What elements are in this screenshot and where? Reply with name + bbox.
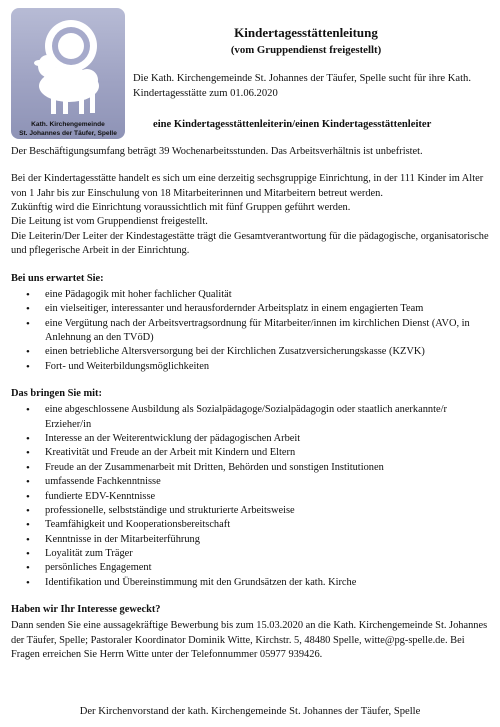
application-text: Dann senden Sie eine aussagekräftige Bewerbung bis zum 15.03.2020 an die Kath. Kirchengemeinde St. Johannes der Täufer, Spelle; Pastoraler Koordinator Dominik Witte, Kirchstr. 5, 48480 Spelle, witte@pg-spelle.de. Bei Fragen erreichen Sie Herrn Witte unter der Telefonnummer 05977 939426. [11, 620, 488, 661]
intro-text: Die Kath. Kirchengemeinde St. Johannes der Täufer, Spelle sucht für ihre Kath. Kindertagesstätte zum 01.06.2020 [133, 73, 471, 99]
list-item: • persönliches Engagement [39, 561, 491, 575]
list-item: • ein vielseitiger, interessanter und herausfordernder Arbeitsplatz in einem engagierten Team [39, 302, 491, 316]
requirements-list [11, 403, 491, 590]
parish-logo [11, 8, 125, 139]
list-item: • Fort- und Weiterbildungsmöglichkeiten [39, 360, 491, 374]
ad-body [11, 145, 491, 663]
list-item: • Teamfähigkeit und Kooperationsbereitschaft [39, 518, 491, 532]
job-subtitle: (vom Gruppendienst freigestellt) [230, 44, 382, 56]
list-item: • eine abgeschlossene Ausbildung als Sozialpädagoge/Sozialpädagogin oder staatlich anerkannte/r Erzieher/in [39, 403, 491, 432]
position-title: eine Kindertagesstättenleiterin/einen Kindertagesstättenleiter [153, 119, 432, 130]
list-item: • eine Pädagogik mit hoher fachlicher Qualität [39, 288, 491, 302]
employment-info: Der Beschäftigungsumfang beträgt 39 Wochenarbeitsstunden. Das Arbeitsverhältnis ist unbefristet. [11, 146, 423, 157]
list-item: • fundierte EDV-Kenntnisse [39, 490, 491, 504]
description-line: Zukünftig wird die Einrichtung voraussichtlich mit fünf Gruppen geführt werden. [11, 202, 351, 214]
job-title: Kindertagesstättenleitung [234, 25, 378, 40]
offer-list [11, 288, 491, 374]
description-line: Bei der Kindertagesstätte handelt es sich um eine derzeitig sechsgruppige Einrichtung, in der 111 Kinder im Alter von 1 Jahr bis zur Einschulung von 18 Mitarbeiterinnen und Mitarbeitern betreut werden. [11, 173, 484, 199]
facility-description [11, 172, 491, 258]
signature-line: Der Kirchenvorstand der kath. Kirchengemeinde St. Johannes der Täufer, Spelle [79, 706, 421, 717]
list-item: • Kenntnisse in der Mitarbeiterführung [39, 533, 491, 547]
description-line: Die Leitung ist vom Gruppendienst freigestellt. [11, 216, 208, 228]
logo-line-1: Kath. Kirchengemeinde [31, 121, 105, 128]
list-item: • Kreativität und Freude an der Arbeit mit Kindern und Eltern [39, 446, 491, 460]
offer-heading: Bei uns erwartet Sie: [11, 272, 104, 284]
requirements-heading: Das bringen Sie mit: [11, 388, 102, 400]
logo-line-2: St. Johannes der Täufer, Spelle [19, 130, 117, 137]
application-heading: Haben wir Ihr Interesse geweckt? [11, 604, 161, 616]
lamb-halo-icon [11, 8, 125, 120]
list-item: • professionelle, selbstständige und strukturierte Arbeitsweise [39, 504, 491, 518]
list-item: • Identifikation und Übereinstimmung mit den Grundsätzen der kath. Kirche [39, 576, 491, 590]
list-item: • einen betriebliche Altersversorgung bei der Kirchlichen Zusatzversicherungskasse (KZVK) [39, 345, 491, 359]
list-item: • umfassende Fachkenntnisse [39, 475, 491, 489]
list-item: • Freude an der Zusammenarbeit mit Dritten, Behörden und sonstigen Institutionen [39, 461, 491, 475]
list-item: • eine Vergütung nach der Arbeitsvertragsordnung für Mitarbeiter/innen im kirchlichen Dienst (AVO, in Anlehnung an den TVöD) [39, 317, 491, 346]
description-line: Die Leiterin/Der Leiter der Kindestagestätte trägt die Gesamtverantwortung für die pädagogische, organisatorische und pflegerische Arbeit in der Einrichtung. [11, 230, 489, 257]
list-item: • Interesse an der Weiterentwicklung der pädagogischen Arbeit [39, 432, 491, 446]
list-item: • Loyalität zum Träger [39, 547, 491, 561]
